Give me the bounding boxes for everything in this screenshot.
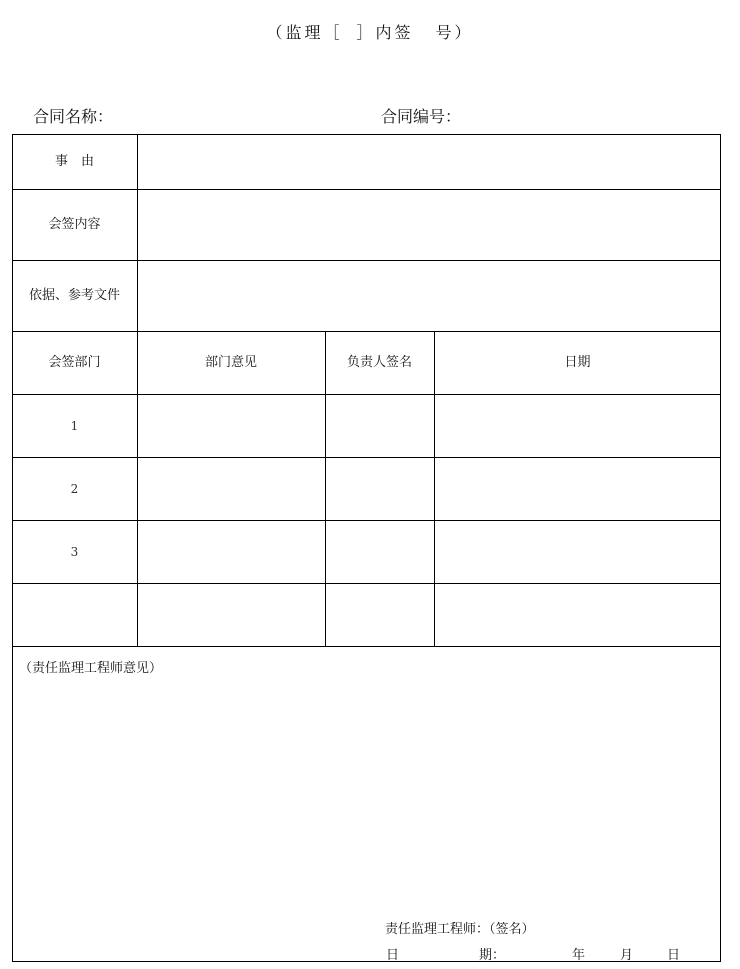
table-rule: [12, 394, 721, 395]
basis-label: 依据、参考文件: [28, 288, 120, 303]
title-mid: ］内签: [356, 23, 414, 42]
dept-row-number: 3: [70, 545, 79, 559]
engineer-opinion-label: （责任监理工程师意见）: [19, 661, 163, 676]
engineer-sign-label: 责任监理工程师：（签名）: [385, 922, 535, 937]
contract-name-label: 合同名称：: [33, 107, 114, 126]
table-rule: [12, 520, 721, 521]
dept-opinion-header: 部门意见: [204, 355, 257, 370]
year-label: 年: [572, 948, 586, 963]
table-rule: [12, 583, 721, 584]
table-rule: [12, 646, 721, 647]
table-rule: [12, 189, 721, 190]
document-title: [0, 20, 740, 43]
table-rule: [12, 260, 721, 261]
signer-header: 负责人签名: [346, 355, 412, 370]
column-rule: [137, 134, 138, 646]
column-rule: [325, 331, 326, 646]
date-label-a: 日: [386, 948, 400, 963]
title-suffix: 号）: [435, 23, 474, 42]
dept-row-number: 2: [70, 482, 79, 496]
table-rule: [12, 331, 721, 332]
title-prefix: （监理［: [266, 23, 343, 42]
column-rule: [434, 331, 435, 646]
content-label: 会签内容: [48, 217, 101, 232]
month-label: 月: [620, 948, 634, 963]
dept-row-number: 1: [70, 419, 79, 433]
date-label-b: 期：: [479, 948, 506, 963]
reason-label: 事 由: [54, 154, 94, 169]
dept-header: 会签部门: [48, 355, 101, 370]
contract-number-label: 合同编号：: [381, 107, 462, 126]
day-label: 日: [667, 948, 681, 963]
date-header: 日期: [564, 355, 591, 370]
table-rule: [12, 457, 721, 458]
